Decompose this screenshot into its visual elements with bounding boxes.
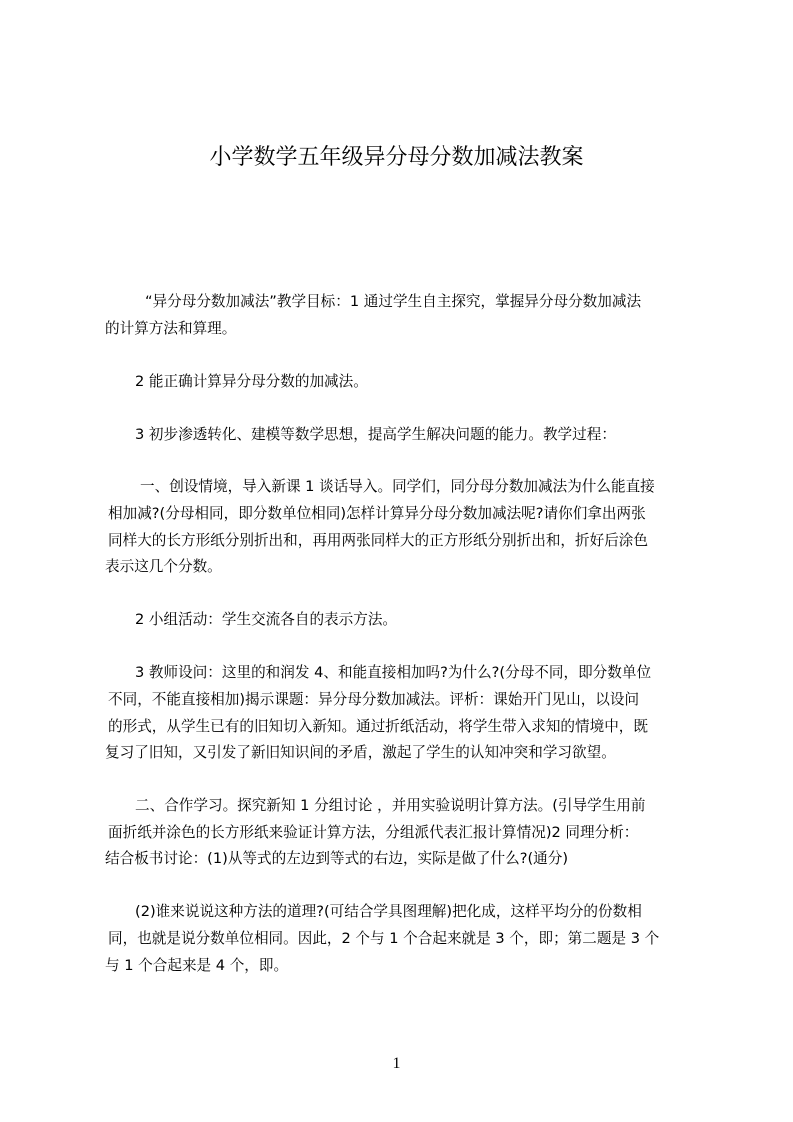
text-line: 3 教师设问：这里的和润发 4、和能直接相加吗?为什么?(分母不同，即分数单位 <box>135 664 652 681</box>
text-line: “异分母分数加减法”教学目标：1 通过学生自主探究，掌握异分母分数加减法 <box>145 293 642 310</box>
text-line: 相加减?(分母相同，即分数单位相同)怎样计算异分母分数加减法呢?请你们拿出两张 <box>108 505 646 522</box>
text-line: 与 1 个合起来是 4 个，即。 <box>105 957 289 974</box>
text-line: 同，也就是说分数单位相同。因此，2 个与 1 个合起来就是 3 个，即；第二题是 3 个 <box>108 930 660 947</box>
text-line: 2 能正确计算异分母分数的加减法。 <box>135 373 368 390</box>
text-line: 不同，不能直接相加)揭示课题：异分母分数加减法。评析：课始开门见山，以设问 <box>108 691 640 708</box>
text-line: 的计算方法和算理。 <box>105 320 237 337</box>
page-number: 1 <box>392 1055 401 1072</box>
text-line: 的形式，从学生已有的旧知切入新知。通过折纸活动，将学生带入求知的情境中，既 <box>108 718 648 735</box>
document-title: 小学数学五年级异分母分数加减法教案 <box>209 145 584 170</box>
text-line: 3 初步渗透转化、建模等数学思想，提高学生解决问题的能力。教学过程： <box>135 426 616 443</box>
text-line: 面折纸并涂色的长方形纸来验证计算方法，分组派代表汇报计算情况)2 同理分析： <box>108 824 639 841</box>
text-line: 同样大的长方形纸分别折出和，再用两张同样大的正方形纸分别折出和，折好后涂色 <box>108 532 648 549</box>
text-line: 一、创设情境，导入新课 1 谈话导入。同学们，同分母分数加减法为什么能直接 <box>140 478 655 495</box>
text-line: 二、合作学习。探究新知 1 分组讨论 ，并用实验说明计算方法。(引导学生用前 <box>135 797 646 814</box>
text-line: 表示这几个分数。 <box>105 558 222 575</box>
text-line: (2)谁来说说这种方法的道理?(可结合学具图理解)把化成，这样平均分的份数相 <box>135 903 642 920</box>
text-line: 复习了旧知，又引发了新旧知识间的矛盾，激起了学生的认知冲突和学习欲望。 <box>105 744 616 761</box>
text-line: 2 小组活动：学生交流各自的表示方法。 <box>135 611 398 628</box>
text-line: 结合板书讨论：(1)从等式的左边到等式的右边，实际是做了什么?(通分) <box>105 850 569 867</box>
